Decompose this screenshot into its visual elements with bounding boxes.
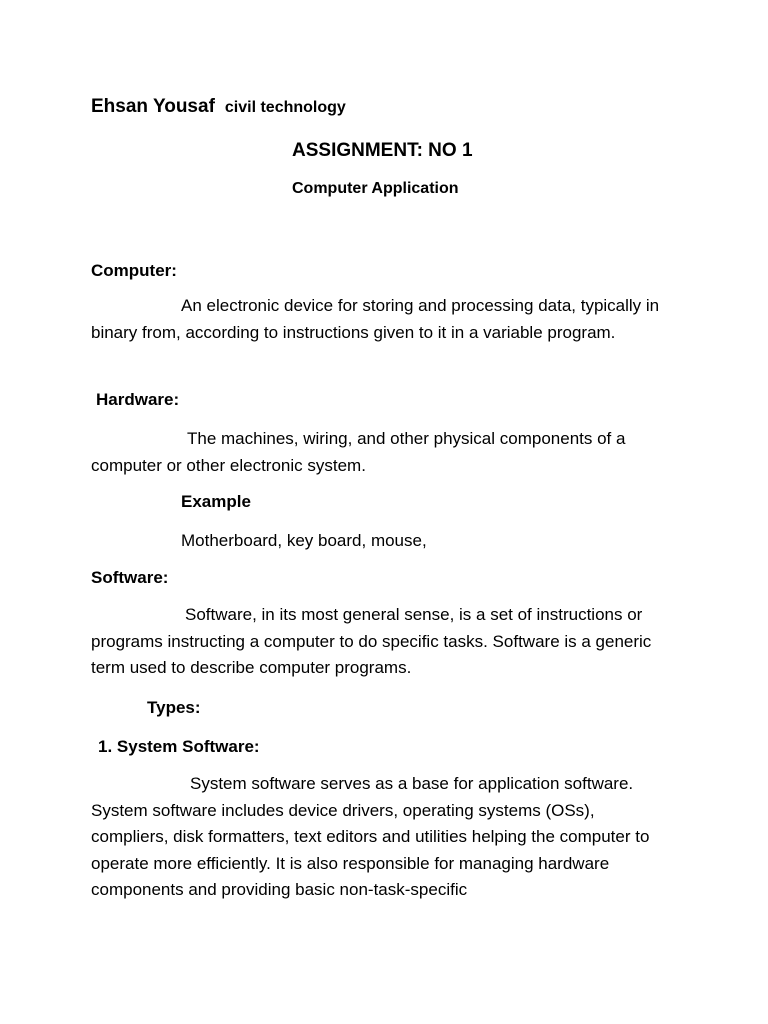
types-heading: Types: <box>147 698 201 717</box>
hardware-heading: Hardware: <box>96 390 180 409</box>
hardware-definition: The machines, wiring, and other physical components of a computer or other electronic system. <box>91 429 626 475</box>
system-software-definition: System software serves as a base for application software. System software includes device drivers, operating systems (OSs), compliers, disk formatters, text editors and utilities helping the computer to operate more efficiently. It is also responsible for managing hardware components and providing basic non-task-specific <box>91 774 650 899</box>
software-definition: Software, in its most general sense, is a set of instructions or programs instructing a computer to do specific tasks. Software is a generic term used to describe computer programs. <box>91 605 652 677</box>
software-heading: Software: <box>91 568 169 587</box>
computer-heading: Computer: <box>91 261 177 280</box>
author-name: Ehsan Yousaf <box>91 96 215 117</box>
assignment-title: ASSIGNMENT: NO 1 <box>292 140 473 161</box>
course-name: civil technology <box>224 99 346 116</box>
author-line <box>91 94 346 121</box>
example-text: Motherboard, key board, mouse, <box>181 531 427 550</box>
computer-definition: An electronic device for storing and processing data, typically in binary from, according to instructions given to it in a variable program. <box>91 296 660 342</box>
example-heading: Example <box>181 492 251 511</box>
assignment-subtitle: Computer Application <box>292 180 459 197</box>
system-software-heading: 1. System Software: <box>98 737 260 756</box>
